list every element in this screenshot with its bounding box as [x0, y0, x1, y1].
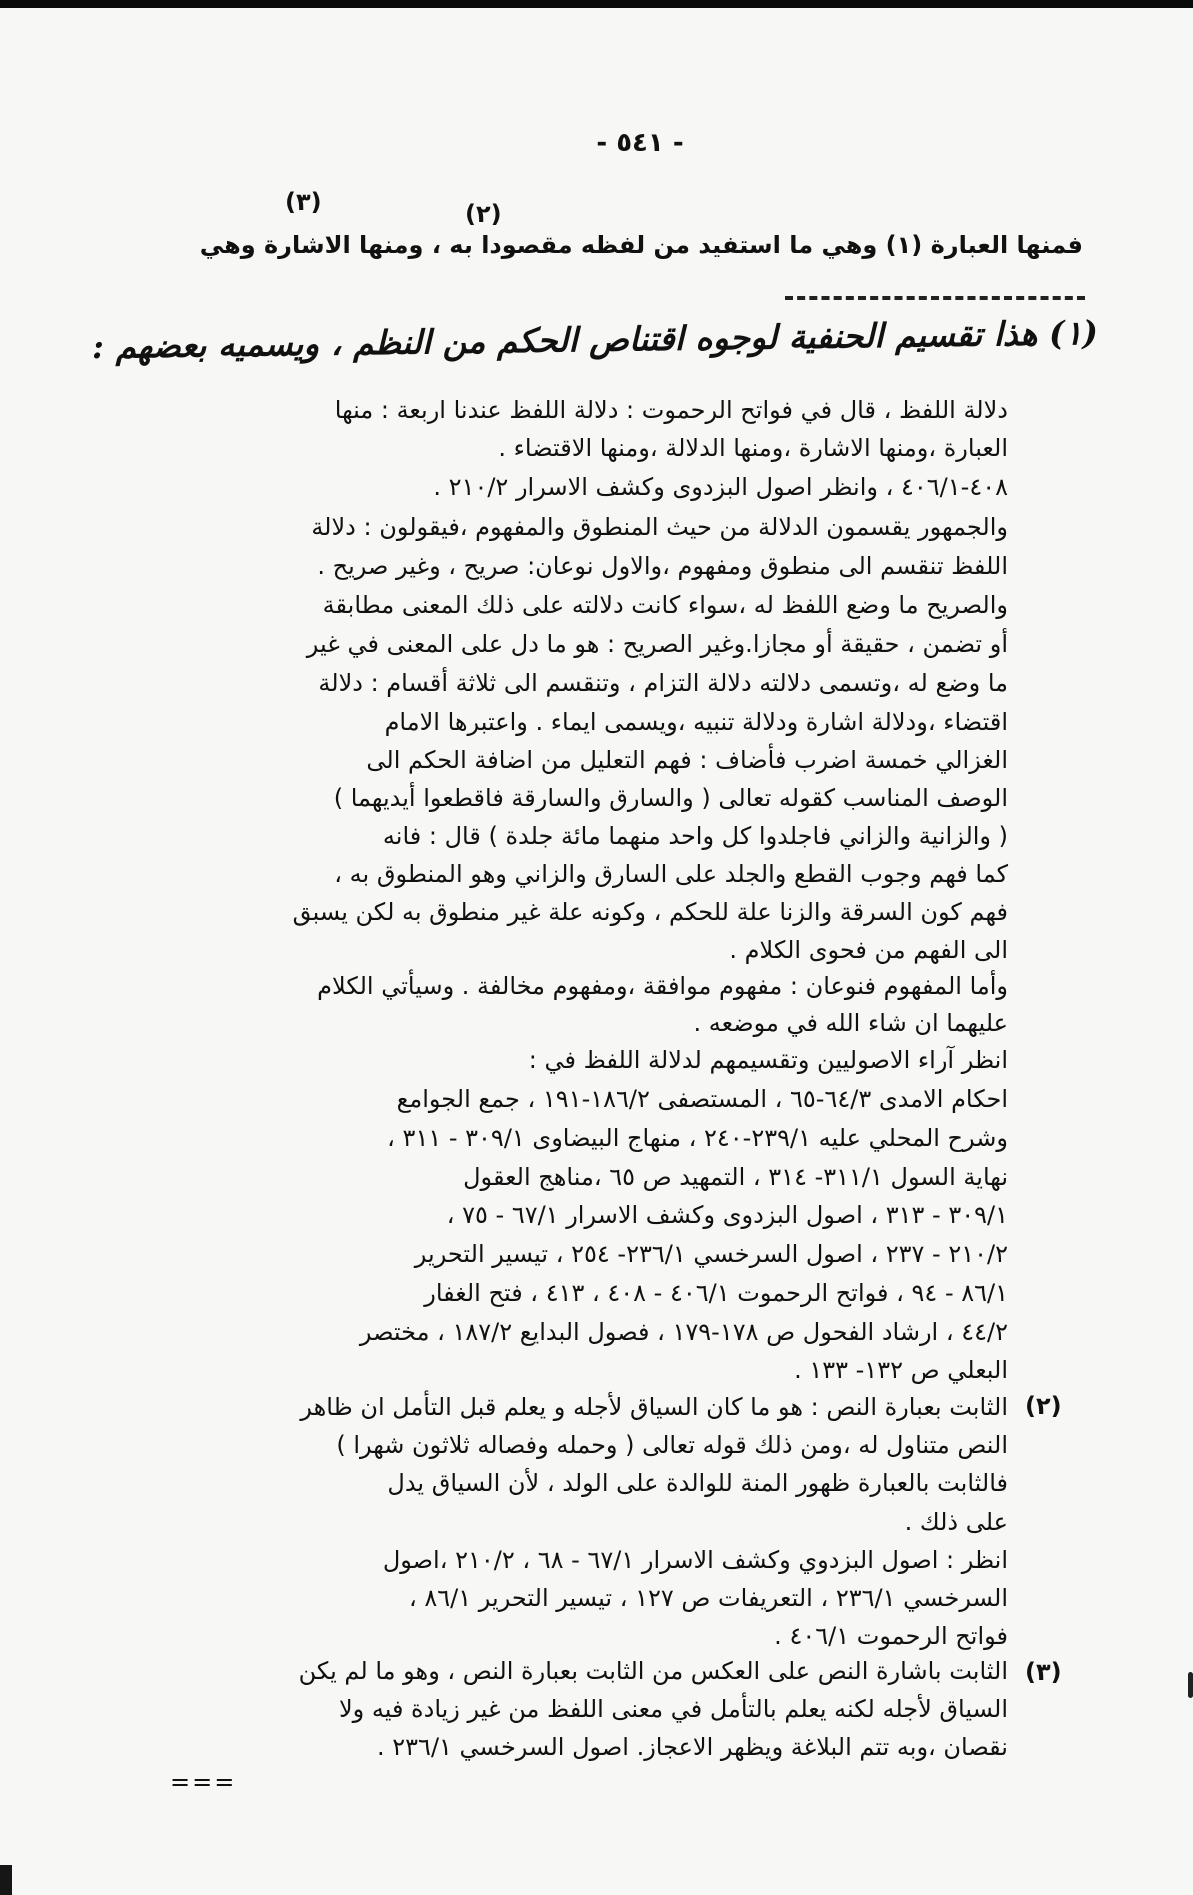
scan-edge-mark-right — [1188, 1672, 1193, 1698]
footnote1-line: دلالة اللفظ ، قال في فواتح الرحموت : دلالة اللفظ عندنا اربعة : منها — [334, 396, 1008, 424]
scan-edge-mark — [0, 1865, 12, 1895]
footnote2-line: انظر : اصول البزدوي وكشف الاسرار ٦٧/١ - ٦٨ ، ٢١٠/٢ ،اصول — [382, 1546, 1008, 1574]
footnote1-line: ما وضع له ،وتسمى دلالته دلالة التزام ، وتنقسم الى ثلاثة أقسام : دلالة — [318, 669, 1008, 697]
footnote1-line: ٨٦/١ - ٩٤ ، فواتح الرحموت ٤٠٦/١ - ٤٠٨ ، ٤١٣ ، فتح الغفار — [424, 1279, 1008, 1307]
page-number: - ٥٤١ - — [596, 128, 684, 158]
footnote1-line: فهم كون السرقة والزنا علة للحكم ، وكونه علة غير منطوق به لكن يسبق — [292, 898, 1008, 926]
footnote1-line: اللفظ تنقسم الى منطوق ومفهوم ،والاول نوعان: صريح ، وغير صريح . — [317, 552, 1008, 580]
ref-mark-3: (٣) — [285, 188, 322, 216]
handwritten-note: (١) هذا تقسيم الحنفية لوجوه اقتناص الحكم من النظم ، ويسميه بعضهم : — [91, 313, 1099, 367]
footnote3-marker: (٣) — [1025, 1658, 1062, 1686]
footnote1-line: أو تضمن ، حقيقة أو مجازا.وغير الصريح : هو ما دل على المعنى في غير — [306, 630, 1008, 658]
footnote3-line: الثابت باشارة النص على العكس من الثابت بعبارة النص ، وهو ما لم يكن — [298, 1657, 1008, 1685]
footnote2-line: فواتح الرحموت ٤٠٦/١ . — [774, 1622, 1008, 1650]
top-border-rule — [0, 0, 1193, 8]
footnote1-line: وأما المفهوم فنوعان : مفهوم موافقة ،ومفهوم مخالفة . وسيأتي الكلام — [317, 972, 1008, 1000]
footnote1-line: اقتضاء ،ودلالة اشارة ودلالة تنبيه ،ويسمى ايماء . واعتبرها الامام — [384, 708, 1008, 736]
footnote2-line: فالثابت بالعبارة ظهور المنة للوالدة على الولد ، لأن السياق يدل — [387, 1469, 1008, 1497]
footnote1-line: نهاية السول ٣١١/١- ٣١٤ ، التمهيد ص ٦٥ ،مناهج العقول — [463, 1163, 1008, 1191]
footnote-separator — [785, 296, 1085, 300]
footnote1-line: ٤٠٨-٤٠٦/١ ، وانظر اصول البزدوى وكشف الاسرار ٢١٠/٢ . — [433, 473, 1008, 501]
footnote3-line: السياق لأجله لكنه يعلم بالتأمل في معنى اللفظ من غير زيادة فيه ولا — [338, 1695, 1008, 1723]
footnote1-line: ٢١٠/٢ - ٢٣٧ ، اصول السرخسي ٢٣٦/١- ٢٥٤ ، تيسير التحرير — [414, 1240, 1008, 1268]
footnote1-line: احكام الامدى ٦٤/٣-٦٥ ، المستصفى ١٨٦/٢-١٩١ ، جمع الجوامع — [396, 1085, 1008, 1113]
footnote1-line: ٣٠٩/١ - ٣١٣ ، اصول البزدوى وكشف الاسرار ٦٧/١ - ٧٥ ، — [446, 1201, 1008, 1229]
footnote1-line: وشرح المحلي عليه ٢٣٩/١-٢٤٠ ، منهاج البيضاوى ٣٠٩/١ - ٣١١ ، — [387, 1124, 1008, 1152]
ref-mark-2: (٢) — [465, 200, 502, 228]
footnote1-line: الوصف المناسب كقوله تعالى ( والسارق والسارقة فاقطعوا أيديهما ) — [333, 784, 1008, 812]
footnote1-line: البعلي ص ١٣٢- ١٣٣ . — [794, 1356, 1008, 1384]
footnote1-line: كما فهم وجوب القطع والجلد على السارق والزاني وهو المنطوق به ، — [334, 860, 1008, 888]
footnote2-line: النص متناول له ،ومن ذلك قوله تعالى ( وحمله وفصاله ثلاثون شهرا ) — [336, 1431, 1008, 1459]
footnote1-line: الغزالي خمسة اضرب فأضاف : فهم التعليل من اضافة الحكم الى — [366, 746, 1008, 774]
end-mark: === — [170, 1768, 237, 1796]
footnote1-line: والجمهور يقسمون الدلالة من حيث المنطوق والمفهوم ،فيقولون : دلالة — [311, 513, 1008, 541]
footnote2-line: السرخسي ٢٣٦/١ ، التعريفات ص ١٢٧ ، تيسير التحرير ٨٦/١ ، — [409, 1584, 1008, 1612]
main-text-line: فمنها العبارة (١) وهي ما استفيد من لفظه مقصودا به ، ومنها الاشارة وهي — [199, 231, 1083, 259]
footnote1-line: عليهما ان شاء الله في موضعه . — [693, 1009, 1008, 1037]
footnote2-line: على ذلك . — [904, 1508, 1008, 1536]
footnote2-line: الثابت بعبارة النص : هو ما كان السياق لأجله و يعلم قبل التأمل ان ظاهر — [300, 1393, 1008, 1421]
footnote1-line: انظر آراء الاصوليين وتقسيمهم لدلالة اللفظ في : — [528, 1046, 1008, 1074]
footnote2-marker: (٢) — [1025, 1392, 1062, 1420]
footnote1-line: ( والزانية والزاني فاجلدوا كل واحد منهما مائة جلدة ) قال : فانه — [382, 822, 1008, 850]
footnote1-line: العبارة ،ومنها الاشارة ،ومنها الدلالة ،ومنها الاقتضاء . — [498, 434, 1008, 462]
footnote1-line: ٤٤/٢ ، ارشاد الفحول ص ١٧٨-١٧٩ ، فصول البدايع ١٨٧/٢ ، مختصر — [359, 1318, 1008, 1346]
footnote3-line: نقصان ،وبه تتم البلاغة ويظهر الاعجاز. اصول السرخسي ٢٣٦/١ . — [377, 1733, 1008, 1761]
footnote1-line: والصريح ما وضع اللفظ له ،سواء كانت دلالته على ذلك المعنى مطابقة — [322, 591, 1008, 619]
footnote1-line: الى الفهم من فحوى الكلام . — [729, 936, 1008, 964]
